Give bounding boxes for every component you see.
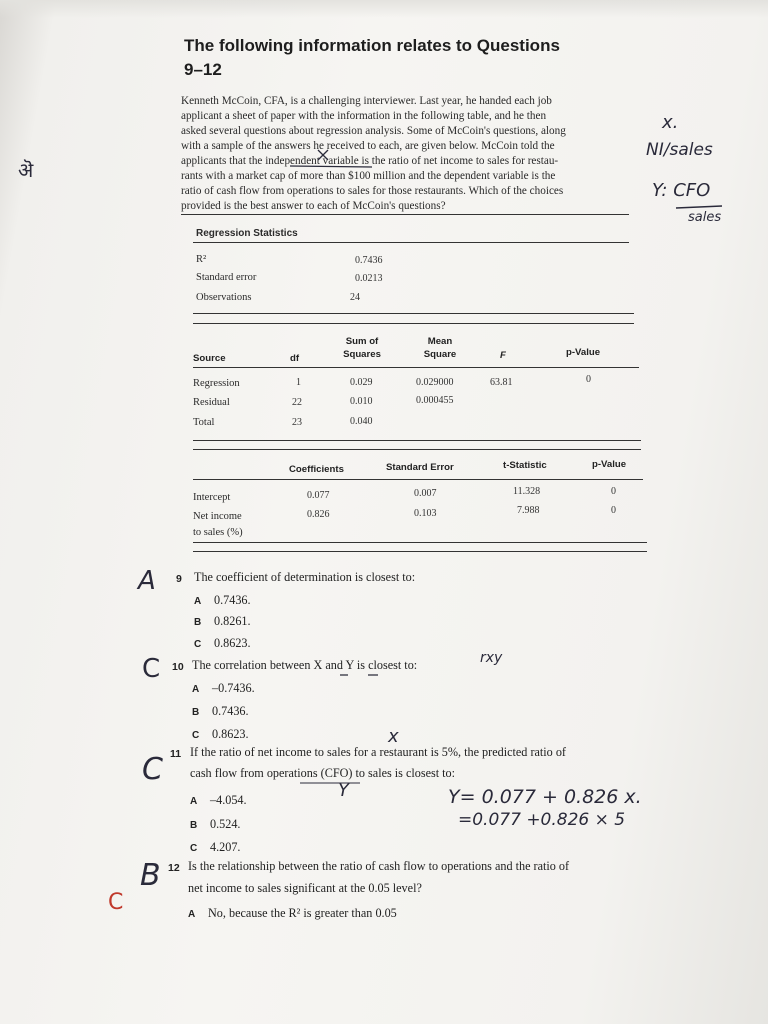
margin-mark: ऄ <box>18 158 34 182</box>
option-text: 0.524. <box>210 817 241 831</box>
anova-ms: 0.000455 <box>416 395 454 406</box>
coef-label: Net income <box>193 511 242 522</box>
question-text: Is the relationship between the ratio of cash flow to operations and the ratio of <box>188 859 570 873</box>
header-p-value: p-Value <box>592 459 627 470</box>
anova-df: 22 <box>292 397 302 408</box>
stat-label: R² <box>196 254 207 265</box>
note-y-cfo: Y: CFO <box>652 180 711 201</box>
header-text: Sum of <box>345 336 379 347</box>
coef-label: Intercept <box>193 492 231 503</box>
question-number: 10 <box>172 661 184 673</box>
note-sales: sales <box>688 210 722 225</box>
regression-statistics-title: Regression Statistics <box>196 228 298 239</box>
question-text: net income to sales significant at the 0.05 level? <box>188 881 422 895</box>
option-text: 0.7436. <box>212 704 249 718</box>
anova-ss: 0.010 <box>350 396 373 407</box>
coef-se: 0.103 <box>414 508 437 519</box>
intro-line: with a sample of the answers he received to each, are given below. McCoin told the <box>181 140 555 152</box>
anova-p: 0 <box>586 374 591 385</box>
header-p-value: p-Value <box>566 347 601 358</box>
coef-p: 0 <box>611 505 616 516</box>
option-letter: C <box>190 843 198 854</box>
header-text: Mean <box>427 336 453 347</box>
option-letter: A <box>188 909 196 920</box>
answer-mark-q10: C <box>142 654 161 684</box>
option-letter: B <box>192 707 200 718</box>
stat-value: 0.0213 <box>355 273 383 284</box>
ink-x-mark <box>318 150 328 160</box>
anova-ss: 0.040 <box>350 416 373 427</box>
anova-ms: 0.029000 <box>416 377 454 388</box>
option-letter: A <box>194 596 202 607</box>
header-t-statistic: t-Statistic <box>503 460 547 471</box>
header-coefficients: Coefficients <box>289 464 344 475</box>
option-text: 0.8261. <box>214 614 251 628</box>
option-text: 0.8623. <box>214 636 251 650</box>
option-text: –4.054. <box>210 793 247 807</box>
coef-t: 11.328 <box>513 486 541 497</box>
anova-ss: 0.029 <box>350 377 373 388</box>
anova-df: 1 <box>296 377 301 388</box>
question-text: If the ratio of net income to sales for a restaurant is 5%, the predicted ratio of <box>190 745 566 759</box>
option-letter: B <box>190 820 198 831</box>
note-ni-sales: NI/sales <box>646 140 713 160</box>
ink-fraction-bar <box>676 206 722 208</box>
note-x: x. <box>662 112 679 133</box>
intro-line: applicants that the independent variable is the ratio of net income to sales for restau- <box>181 155 559 167</box>
stat-value: 24 <box>350 292 360 303</box>
option-letter: B <box>194 617 202 628</box>
header-standard-error: Standard Error <box>386 462 454 473</box>
anova-f: 63.81 <box>490 377 513 388</box>
intro-line: ratio of cash flow from operations to sales for those restaurants. Which of the choices <box>181 185 564 197</box>
coef-value: 0.826 <box>307 509 330 520</box>
intro-line: rants with a market cap of more than $100 million and the dependent variable is the <box>181 170 556 182</box>
stat-value: 0.7436 <box>355 255 383 266</box>
note-equation-1: Y= 0.077 + 0.826 x. <box>448 786 642 808</box>
header-source: Source <box>193 353 226 364</box>
coef-se: 0.007 <box>414 488 437 499</box>
question-number: 11 <box>170 748 182 760</box>
option-text: –0.7436. <box>212 681 255 695</box>
answer-mark-q11: C <box>142 752 163 787</box>
option-text: 0.7436. <box>214 593 251 607</box>
option-letter: A <box>192 684 200 695</box>
intro-line: Kenneth McCoin, CFA, is a challenging interviewer. Last year, he handed each job <box>181 95 552 107</box>
question-text: cash flow from operations (CFO) to sales is closest to: <box>190 766 456 780</box>
option-letter: C <box>192 730 200 741</box>
ink-underline <box>290 166 372 167</box>
stat-label: Standard error <box>196 272 257 283</box>
option-letter: C <box>194 639 202 650</box>
question-text: The correlation between X and Y is closest to: <box>192 658 418 672</box>
note-rxy: rxy <box>480 650 503 666</box>
answer-mark-q12-red: C <box>108 890 124 915</box>
coef-label-cont: to sales (%) <box>193 527 243 538</box>
note-equation-2: =0.077 +0.826 × 5 <box>458 810 626 830</box>
option-text: No, because the R² is greater than 0.05 <box>208 906 397 920</box>
answer-mark-q9: A <box>138 566 156 596</box>
question-number: 12 <box>168 862 180 874</box>
question-number: 9 <box>176 573 182 585</box>
option-text: 0.8623. <box>212 727 249 741</box>
note-y-below: Y <box>338 780 349 801</box>
stat-label: Observations <box>196 292 252 303</box>
heading-line-1: The following information relates to Questions <box>184 36 560 55</box>
option-text: 4.207. <box>210 840 241 854</box>
coef-p: 0 <box>611 486 616 497</box>
answer-mark-q12: B <box>140 858 161 893</box>
intro-line: asked several questions about regression analysis. Some of McCoin's questions, along <box>181 125 566 137</box>
heading-line-2: 9–12 <box>184 60 222 79</box>
note-x-above: x <box>388 726 399 747</box>
intro-line: applicant a sheet of paper with the information in the following table, and he then <box>181 110 547 122</box>
coef-t: 7.988 <box>517 505 540 516</box>
header-text: Squares <box>343 349 381 360</box>
coef-value: 0.077 <box>307 490 330 501</box>
option-letter: A <box>190 796 198 807</box>
header-text: Square <box>423 349 457 360</box>
header-f: F <box>500 350 506 361</box>
header-df: df <box>290 353 300 364</box>
anova-source: Regression <box>193 378 240 389</box>
question-text: The coefficient of determination is closest to: <box>194 570 416 584</box>
intro-line: provided is the best answer to each of McCoin's questions? <box>181 200 446 212</box>
anova-source: Total <box>193 417 215 428</box>
anova-source: Residual <box>193 397 230 408</box>
anova-df: 23 <box>292 417 302 428</box>
